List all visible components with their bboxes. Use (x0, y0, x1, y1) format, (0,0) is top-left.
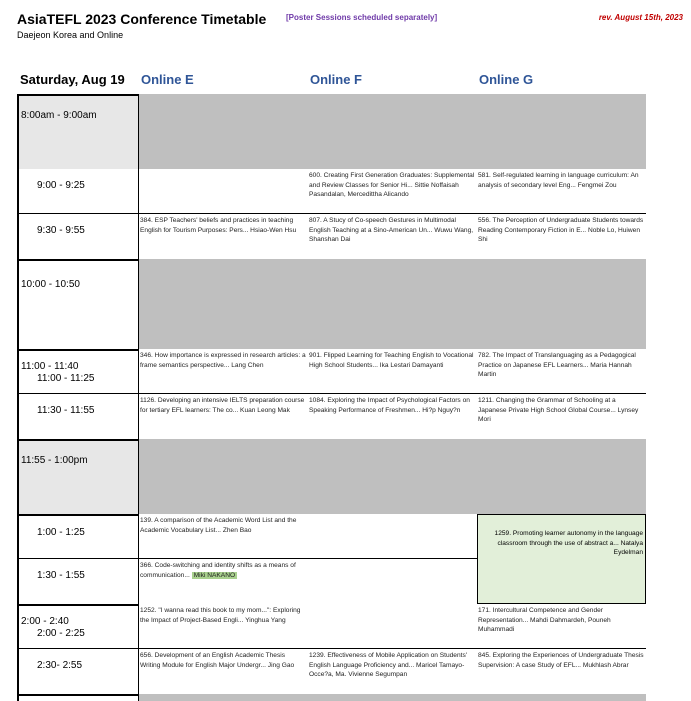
schedule-row (17, 169, 646, 214)
page-subtitle: Daejeon Korea and Online (17, 30, 124, 40)
time-cell (17, 604, 139, 649)
schedule-row (17, 649, 646, 694)
session-cell[interactable]: 1084. Exploring the Impact of Psychological Factors on Speaking Performance of Freshmen... Hi?p Nguy?n (309, 397, 470, 414)
time-cell (17, 169, 139, 214)
schedule-row (17, 214, 646, 259)
time-cell (17, 649, 139, 694)
time-label: 11:30 - 11:55 (37, 405, 95, 416)
revision-date: rev. August 15th, 2023 (598, 13, 683, 22)
day-header: Saturday, Aug 19 (20, 72, 125, 87)
session-cell[interactable] (140, 561, 306, 580)
schedule-row-break (17, 94, 646, 169)
schedule-row-break (17, 694, 646, 701)
page-title: AsiaTEFL 2023 Conference Timetable (17, 11, 267, 27)
column-header-online-f: Online F (310, 72, 362, 87)
time-label: 9:00 - 9:25 (37, 180, 85, 191)
column-header-online-g: Online G (479, 72, 534, 87)
session-cell[interactable]: 782. The Impact of Translanguaging as a Pedagogical Practice on Japanese EFL Learners... Maria Hannah Martin (478, 352, 636, 378)
time-cell (17, 214, 139, 259)
time-cell (17, 394, 139, 439)
session-cell[interactable]: 1126. Developing an intensive IELTS preparation course for tertiary EFL learners: The co... Kuan Leong Mak (140, 397, 305, 414)
session-cell[interactable]: 600. Creating First Generation Graduates: Supplemental and Review Classes for Senior Hi... Sittie Noffaisah Pasandalan, Mercedittha Alicando (309, 172, 475, 198)
schedule-row-break (17, 439, 646, 514)
session-cell[interactable]: 346. How importance is expressed in research articles: a frame semantics perspective... Lang Chen (140, 352, 306, 369)
poster-sessions-note: [Poster Sessions scheduled separately] (286, 13, 438, 22)
time-cell (17, 439, 139, 514)
time-label: 11:00 - 11:25 (37, 373, 95, 384)
schedule-row (17, 349, 646, 394)
session-cell[interactable]: 384. ESP Teachers' beliefs and practices in teaching English for Tourism Purposes: Pers... Hsiao-Wen Hsu (140, 217, 297, 234)
time-label: 2:30- 2:55 (37, 660, 83, 671)
schedule-table (17, 94, 646, 701)
session-cell[interactable]: 656. Development of an English Academic Thesis Writing Module for English Major Undergr... Jing Gao (140, 652, 295, 669)
time-cell (17, 559, 139, 604)
time-cell (17, 94, 139, 169)
schedule-row (17, 394, 646, 439)
time-cell (17, 514, 139, 559)
time-cell (17, 694, 139, 701)
session-cell[interactable]: 139. A comparison of the Academic Word List and the Academic Vocabulary List... Zhen Bao (140, 517, 297, 534)
session-cell[interactable]: 581. Self-regulated learning in language curriculum: An analysis of secondary level Eng... Fengmei Zou (478, 172, 639, 189)
highlighted-presenter: Miki NAKANO (193, 571, 236, 579)
session-cell[interactable]: 901. Flipped Learning for Teaching English to Vocational High School Students... Ika Lestari Damayanti (309, 352, 474, 369)
time-label: 1:30 - 1:55 (37, 570, 85, 581)
session-cell[interactable]: 1211. Changing the Grammar of Schooling at a Japanese Private High School Global Course... Lynsey Mori (478, 397, 639, 423)
session-text: 366. Code-switching and identity shifts as a means of communication... (140, 562, 296, 579)
session-cell[interactable]: 1239. Effectiveness of Mobile Application on Students' English Language Proficiency and... Maricel Tamayo-Occe?a, Ma. Vivienne Segumpan (309, 652, 468, 678)
time-label: 8:00am - 9:00am (21, 110, 97, 121)
time-cell (17, 259, 139, 349)
session-cell[interactable]: 807. A Stucy of Co-speech Gestures in Multimodal English Teaching at a Sino-American Un... Wuwu Wang, Shanshan Dai (309, 217, 474, 243)
time-label: 9:30 - 9:55 (37, 225, 85, 236)
time-label: 10:00 - 10:50 (21, 279, 80, 290)
time-label: 11:00 - 11:40 (21, 361, 79, 372)
time-label: 11:55 - 1:00pm (21, 455, 88, 466)
schedule-row (17, 604, 646, 649)
time-cell (17, 349, 139, 394)
session-cell-highlighted[interactable]: 1259. Promoting learner autonomy in the language classroom through the use of abstract a... Natalya Eydelman (477, 514, 646, 604)
session-cell[interactable]: 556. The Perception of Undergraduate Students towards Reading Contemporary Fiction in E... Noble Lo, Huiwen Shi (478, 217, 644, 243)
session-cell[interactable]: 171. Intercultural Competence and Gender Representation... Mahdi Dahmardeh, Pouneh Muhammadi (478, 607, 611, 633)
time-label: 2:00 - 2:25 (37, 628, 85, 639)
column-header-online-e: Online E (141, 72, 194, 87)
schedule-row-break (17, 259, 646, 349)
session-cell[interactable]: 1252. "I wanna read this book to my mom...": Exploring the Impact of Project-Based Engli... Yinghua Yang (140, 607, 301, 624)
time-label: 1:00 - 1:25 (37, 527, 85, 538)
session-cell[interactable]: 845. Exploring the Experiences of Undergraduate Thesis Supervision: A case Study of EFL... Mukhlash Abrar (478, 652, 644, 669)
time-label: 2:00 - 2:40 (21, 616, 69, 627)
